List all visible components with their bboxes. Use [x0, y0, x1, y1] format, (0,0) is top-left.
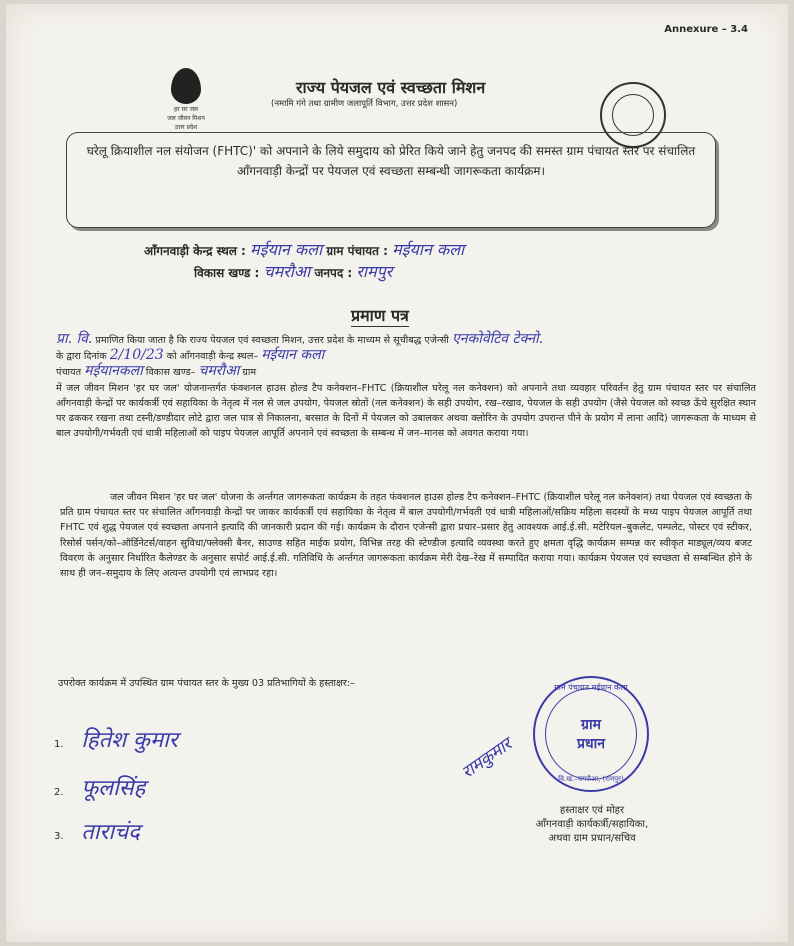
signoff-line-1: हस्ताक्षर एवं मोहर — [559, 805, 625, 816]
handwritten-block: चमरौआ — [198, 363, 240, 380]
logo-text-3: उत्तर प्रदेश — [174, 124, 198, 131]
signatures-label: उपरोक्त कार्यक्रम में उपस्थित ग्राम पंचायत स्तर के मुख्य 03 प्रतिभागियों के हस्ताक्षर:– — [58, 678, 355, 689]
district-label: जनपद : — [314, 266, 353, 280]
signature-row-1 — [54, 724, 178, 754]
signature-number: 2. — [54, 787, 64, 798]
signature-row-3 — [54, 816, 140, 846]
mission-title: राज्य पेयजल एवं स्वच्छता मिशन — [296, 78, 486, 97]
panchayat-value: मईयान कला — [392, 240, 465, 259]
para1-line1-text: प्रमाणित किया जाता है कि राज्य पेयजल एवं स्वच्छता मिशन, उत्तर प्रदेश के माध्यम से सूचीबद्ध एजेन्सी — [95, 335, 449, 346]
paragraph-1 — [56, 332, 756, 441]
para1-line3c-text: ग्राम — [242, 367, 257, 379]
signoff-block — [482, 804, 702, 846]
mission-subtitle: (नमामि गंगे तथा ग्रामीण जलापूर्ति विभाग, उत्तर प्रदेश शासन) — [271, 99, 458, 109]
logo-text-2: जल जीवन मिशन — [167, 115, 205, 122]
paragraph-2: जल जीवन मिशन 'हर घर जल' योजना के अर्न्तगत जागरूकता कार्यक्रम के तहत फंक्शनल हाउस होल्ड टैप कनेक्शन–FHTC (क्रियाशील घरेलू नल कनेक्शन) तथा पेयजल एवं स्वच्छता के प्रति ग्राम पंचायत स्तर पर संचालित आँगनवाड़ी केन्द्रों पर जाकर कार्यकर्त्री एवं सहायिका के नेतृत्व में बाल उपयोगी/गर्भवती एवं धात्री महिलाओं/सक्रिय महिला सदस्यों के मध्य पाइप पेयजल आपूर्ति तथा FHTC एवं शुद्ध पेयजल एवं स्वच्छता अपनाने इत्यादि की जानकारी प्रदान की गई। कार्यक्रम के दौरान एजेन्सी द्वारा प्रचार–प्रसार हेतु आवश्यक आई.ई.सी. मटेरियल–बुकलेट, पम्पलेट, पोस्टर एवं स्टीकर, रिसोर्स पर्सन/को–ऑर्डिनेटर्स/वाहन सुविधा/फ्लेक्सी बैनर, साउण्ड सहित माईक प्रयोग, विभिन्न तरह की स्टेण्डीज इत्यादि व्यवस्था करते हुए क्षमता वृद्धि कार्यक्रम सम्पन्न कर स्वीकृत माड्यूल/व्यय बजट विवरण के अनुसार निर्धारित कैलेण्डर के अनुसार सपोर्ट आई.ई.सी. गतिविधि के अर्न्तगत जागरूकता कार्यक्रम मेरी देख–रेख में सम्पादित कराया गया। कार्यक्रम पेयजल एवं स्वच्छता से सम्बन्धित होने के साथ ही जन–समुदाय के लिए अत्यन्त उपयोगी एवं लाभप्रद रहा। — [60, 492, 752, 580]
certificate-title: प्रमाण पत्र — [351, 306, 409, 325]
district-value: रामपुर — [356, 262, 393, 281]
signoff-line-2: आँगनवाड़ी कार्यकर्त्री/सहायिका, — [535, 819, 649, 830]
stamp-bottom-text: वि.ख.–चमरौआ, (रामपुर) — [558, 775, 624, 783]
gram-pradhan-stamp — [533, 676, 649, 792]
center-label: आँगनवाड़ी केन्द्र स्थल : — [144, 244, 246, 258]
stamp-inner-ring — [545, 688, 637, 780]
seal-inner-ring — [612, 94, 654, 136]
signature-row-2 — [54, 772, 145, 802]
para1-line2 — [56, 348, 756, 364]
stamp-line-1: ग्राम — [581, 717, 601, 733]
signature-name: ताराचंद — [81, 820, 140, 845]
har-ghar-jal-logo — [156, 68, 216, 131]
handwritten-panchayat: मईयानकला — [84, 363, 143, 380]
handwritten-center: मईयान कला — [261, 347, 325, 364]
signature-number: 1. — [54, 739, 64, 750]
para1-line2-text: के द्वारा दिनांक — [56, 351, 107, 363]
block-value: चमरौआ — [263, 262, 311, 281]
handwritten-agency: एनकोवेटिव टेक्नो. — [451, 331, 544, 347]
para1-line3b-text: विकास खण्ड– — [145, 367, 196, 379]
water-drop-icon — [171, 68, 201, 104]
para1-rest: में जल जीवन मिशन 'हर घर जल' योजनान्तर्गत फंक्शनल हाउस होल्ड टैप कनेक्शन–FHTC (क्रियाशील घरेलू नल कनेक्शन) को अपनाने तथा व्यवहार परिवर्तन हेतु ग्राम पंचायत स्तर पर संचालित आँगनवाड़ी केन्द्रों पर कार्यकर्त्री एवं सहायिका के नेतृत्व में नल से जल उपयोग, पेयजल स्रोतों (नल कनेक्शन) के सही उपयोग, रख–रखाव, पेयजल के सही उपयोग (जैसे पेयजल को स्वच्छ ऊँचे सुरक्षित स्थान पर ढककर रखना तथा टस्नी/डण्डीदार लोटे द्वारा जल पात्र से निकालना, बरसात के दिनों में पेयजल को उबालकर अथवा क्लोरिन के उपयोग उपरान्त पीने के प्रयोग में लाना आदि) जागरूकता के माध्यम से बाल उपयोगी/गर्भवती एवं धात्री महिलाओं को पाइप पेयजल आपूर्ति अपनाने एवं स्वच्छता के सम्बन्ध में जन–मानस को अवगत कराया गया। — [56, 382, 756, 440]
program-banner: घरेलू क्रियाशील नल संयोजन (FHTC)' को अपनाने के लिये समुदाय को प्रेरित किये जाने हेतु जनपद की समस्त ग्राम पंचायत स्तर पर संचालित आँगनवाड़ी केन्द्रों पर पेयजल एवं स्वच्छता सम्बन्धी जागरूकता कार्यक्रम। — [66, 132, 716, 228]
stamp-top-text: ग्राम पंचायत मईयान कला — [554, 683, 628, 692]
block-label: विकास खण्ड : — [194, 266, 260, 280]
panchayat-label: ग्राम पंचायत : — [326, 244, 388, 258]
center-row — [144, 238, 464, 260]
document-page — [6, 4, 788, 942]
para1-line3 — [56, 364, 756, 380]
pradhan-signature: रामकुमार — [458, 734, 516, 784]
annexure-label: Annexure – 3.4 — [664, 24, 748, 35]
signature-name: हितेश कुमार — [81, 728, 178, 753]
handwritten-date: 2/10/23 — [109, 347, 164, 364]
block-row — [194, 260, 392, 282]
handwritten-date-prefix: प्रा. वि. — [56, 331, 93, 347]
para1-line2b-text: को आँगनवाड़ी केन्द्र स्थल– — [166, 351, 259, 363]
center-value: मईयान कला — [250, 240, 323, 259]
signature-name: फूलसिंह — [81, 776, 146, 801]
signoff-line-3: अथवा ग्राम प्रधान/सचिव — [548, 833, 636, 844]
stamp-line-2: प्रधान — [577, 736, 605, 752]
para1-line3-text: पंचायत — [56, 367, 82, 379]
para1-line1 — [56, 332, 756, 348]
logo-text-1: हर घर जल — [174, 106, 198, 113]
signature-number: 3. — [54, 831, 64, 842]
